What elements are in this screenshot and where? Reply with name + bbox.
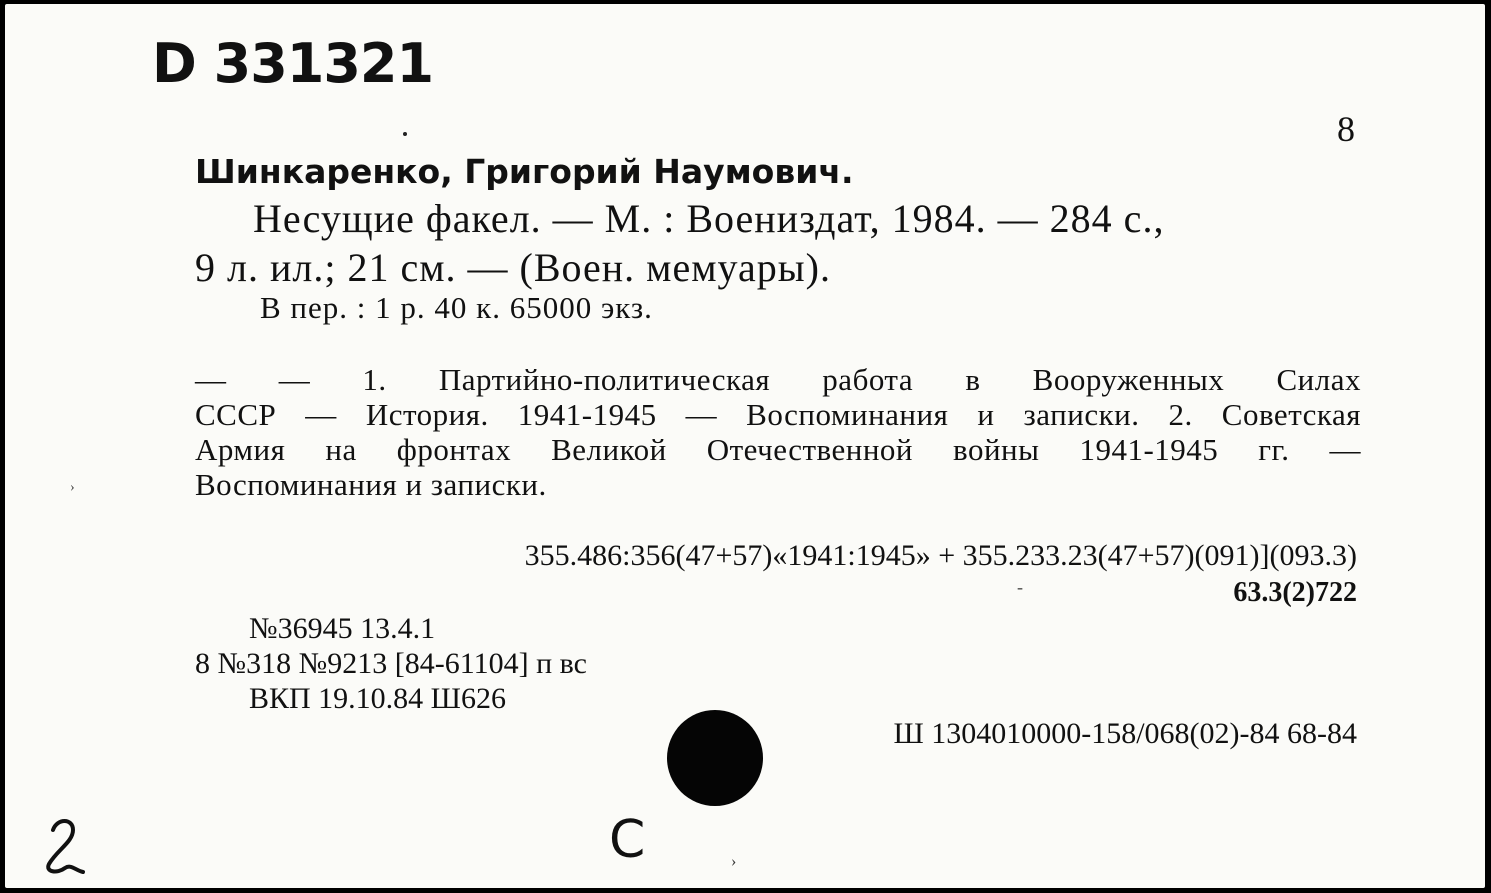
subject-line-1: — — 1. Партийно-политическая работа в Вооруженных Силах <box>195 362 1361 397</box>
subject-headings <box>195 362 1361 502</box>
note-line-2: 8 №318 №9213 [84-61104] п вс <box>195 647 587 680</box>
note-line-3: ВКП 19.10.84 Ш626 <box>249 682 506 715</box>
title-line-1: Несущие факел. — М. : Воениздат, 1984. — 284 с., <box>253 196 1165 241</box>
ink-dot <box>403 132 407 136</box>
card-number: 8 <box>1337 109 1355 149</box>
code-line: Ш 1304010000-158/068(02)-84 68-84 <box>893 717 1357 750</box>
catalog-card <box>5 4 1485 888</box>
call-number: D 331321 <box>152 32 434 95</box>
udc-index: 355.486:356(47+57)«1941:1945» + 355.233.23(47+57)(091)](093.3) <box>524 539 1357 572</box>
title-line-2: 9 л. ил.; 21 см. — (Воен. мемуары). <box>195 245 831 290</box>
note-line-1: №36945 13.4.1 <box>249 612 436 645</box>
stray-mark-small: › <box>731 853 737 870</box>
handwritten-mark-icon <box>35 810 95 880</box>
price-line: В пер. : 1 р. 40 к. 65000 экз. <box>260 290 653 325</box>
bbk-index: 63.3(2)722 <box>1233 577 1357 608</box>
punch-hole <box>667 710 763 806</box>
stray-mark: - <box>1017 577 1023 597</box>
subject-line-3: Армия на фронтах Великой Отечественной войны 1941-1945 гг. — <box>195 432 1361 467</box>
author-heading: Шинкаренко, Григорий Наумович. <box>195 152 854 191</box>
subject-line-2: СССР — История. 1941-1945 — Воспоминания и записки. 2. Советская <box>195 397 1361 432</box>
margin-tick: › <box>70 480 75 495</box>
subject-line-4: Воспоминания и записки. <box>195 467 547 502</box>
card-letter: С <box>609 810 646 870</box>
